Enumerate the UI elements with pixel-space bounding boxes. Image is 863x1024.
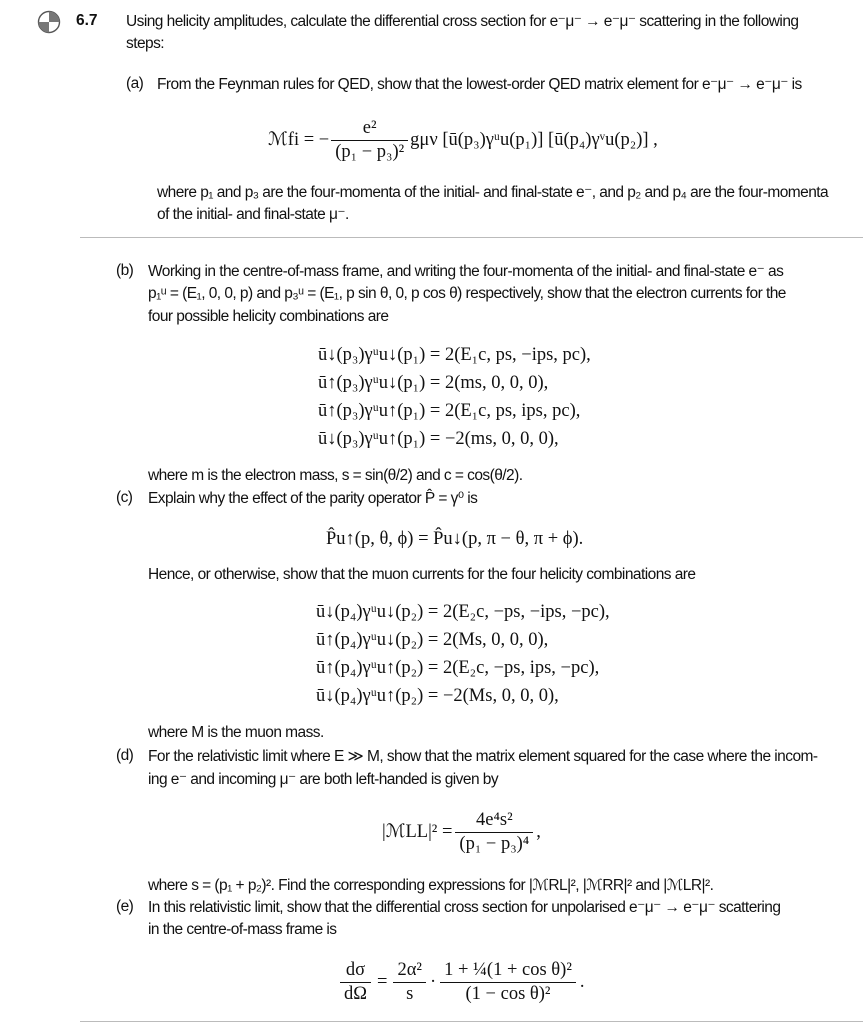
part-e-label: (e) — [116, 898, 134, 915]
mll-tail: , — [536, 821, 541, 842]
cross-section-equation — [340, 955, 585, 1009]
mll-den: (p₁ − p₃)⁴ — [459, 833, 530, 854]
dsigma: dσ — [340, 960, 371, 983]
eq-den: (p₁ − p₃)² — [335, 141, 405, 162]
problem-intro: Using helicity amplitudes, calculate the differential cross section for e⁻μ⁻ → e⁻μ⁻ scattering in the following — [126, 13, 799, 30]
dot: · — [429, 971, 437, 992]
problem-intro-cont: steps: — [126, 35, 165, 52]
muon-current-rl: ū↑(p₄)γᵘu↓(p₂) = 2(Ms, 0, 0, 0), — [316, 630, 549, 650]
angular-den: (1 − cos θ)² — [465, 983, 551, 1004]
part-c-line2: Hence, or otherwise, show that the muon currents for the four helicity combinations are — [148, 566, 696, 583]
eq-lhs: ℳfi = − — [268, 130, 330, 150]
part-c-line1: Explain why the effect of the parity operator P̂ = γ⁰ is — [148, 490, 478, 507]
part-e-line2: in the centre-of-mass frame is — [148, 921, 337, 938]
s-symbol: s — [406, 983, 414, 1004]
page-bottom-rule — [80, 1021, 863, 1022]
mll-fraction — [455, 810, 533, 855]
part-d-line1: For the relativistic limit where E ≫ M, show that the matrix element squared for the case where the incom- — [148, 748, 818, 765]
difficulty-icon — [37, 10, 61, 34]
part-a-where: where p₁ and p₃ are the four-momenta of the initial- and final-state e⁻, and p₂ and p₄ are the four-momenta — [157, 184, 829, 201]
part-a-where-cont: of the initial- and final-state μ⁻. — [157, 206, 349, 223]
part-b-line2: p₁ᵘ = (E₁, 0, 0, p) and p₃ᵘ = (E₁, p sin θ, 0, p cos θ) respectively, show that the electron currents for the — [148, 285, 786, 302]
equals-sign: = — [377, 971, 388, 992]
dsigma-domega — [340, 960, 371, 1005]
part-d-label: (d) — [116, 747, 134, 764]
mll-num: 4e⁴s² — [455, 810, 533, 833]
electron-current-ll: ū↓(p₃)γᵘu↓(p₁) = 2(E₁c, ps, −ips, pc), — [318, 345, 591, 365]
problem-number: 6.7 — [76, 12, 98, 29]
alpha-squared: 2α² — [393, 960, 426, 983]
part-a-text: From the Feynman rules for QED, show that the lowest-order QED matrix element for e⁻μ⁻ → e⁻μ⁻ is — [157, 76, 802, 93]
mll-equation — [382, 805, 541, 859]
part-b-where: where m is the electron mass, s = sin(θ/2) and c = cos(θ/2). — [148, 467, 523, 484]
matrix-element-equation — [268, 113, 658, 167]
muon-current-ll: ū↓(p₄)γᵘu↓(p₂) = 2(E₂c, −ps, −ips, −pc), — [316, 602, 610, 622]
part-b-line3: four possible helicity combinations are — [148, 308, 389, 325]
part-b-label: (b) — [116, 262, 134, 279]
electron-current-rr: ū↑(p₃)γᵘu↑(p₁) = 2(E₁c, ps, ips, pc), — [318, 401, 581, 421]
eq-rhs: gμν [ū(p₃)γᵘu(p₁)] [ū(p₄)γᵛu(p₂)] , — [410, 129, 658, 150]
part-b-line1: Working in the centre-of-mass frame, and writing the four-momenta of the initial- and final-state e⁻ as — [148, 263, 784, 280]
angular-fraction — [440, 960, 576, 1005]
part-e-line1: In this relativistic limit, show that the differential cross section for unpolarised e⁻μ⁻ → e⁻μ⁻ scattering — [148, 899, 781, 916]
section-divider — [80, 237, 863, 238]
part-d-line2: ing e⁻ and incoming μ⁻ are both left-handed is given by — [148, 771, 499, 788]
eq-period: . — [579, 971, 585, 992]
eq-num: e² — [331, 118, 408, 141]
alpha-over-s — [393, 960, 426, 1005]
mll-lhs: |ℳLL|² = — [382, 822, 453, 842]
part-a-label: (a) — [126, 75, 144, 92]
electron-current-rl: ū↑(p₃)γᵘu↓(p₁) = 2(ms, 0, 0, 0), — [318, 373, 549, 393]
muon-current-rr: ū↑(p₄)γᵘu↑(p₂) = 2(E₂c, −ps, ips, −pc), — [316, 658, 600, 678]
part-d-where: where s = (p₁ + p₂)². Find the corresponding expressions for |ℳRL|², |ℳRR|² and |ℳLR|². — [148, 877, 714, 894]
parity-equation: P̂u↑(p, θ, ϕ) = P̂u↓(p, π − θ, π + ϕ). — [326, 529, 584, 549]
part-c-where: where M is the muon mass. — [148, 724, 324, 741]
angular-num: 1 + ¼(1 + cos θ)² — [440, 960, 576, 983]
eq-fraction — [331, 118, 408, 163]
electron-current-lr: ū↓(p₃)γᵘu↑(p₁) = −2(ms, 0, 0, 0), — [318, 429, 559, 449]
muon-current-lr: ū↓(p₄)γᵘu↑(p₂) = −2(Ms, 0, 0, 0), — [316, 686, 559, 706]
part-c-label: (c) — [116, 489, 133, 506]
domega: dΩ — [344, 983, 367, 1004]
